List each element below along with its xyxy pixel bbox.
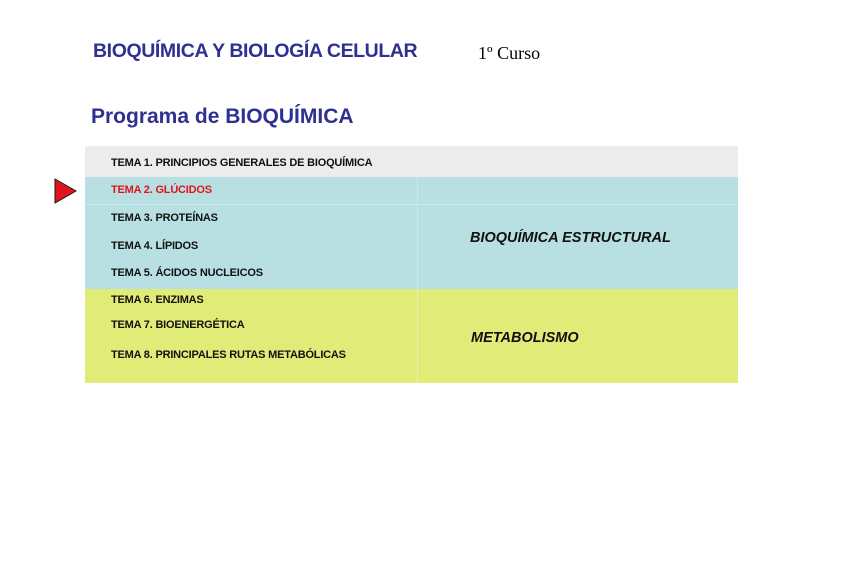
- topic-8[interactable]: TEMA 8. PRINCIPALES RUTAS METABÓLICAS: [111, 349, 346, 361]
- course-year: 1º Curso: [478, 43, 541, 63]
- play-arrow-icon: [54, 178, 78, 204]
- section-label-metabolism: METABOLISMO: [471, 330, 579, 346]
- program-heading: Programa de BIOQUÍMICA: [91, 105, 354, 128]
- section-label-structural: BIOQUÍMICA ESTRUCTURAL: [470, 230, 671, 246]
- divider: [85, 204, 738, 205]
- topic-5[interactable]: TEMA 5. ÁCIDOS NUCLEICOS: [111, 267, 263, 279]
- topic-7[interactable]: TEMA 7. BIOENERGÉTICA: [111, 319, 245, 331]
- topic-6[interactable]: TEMA 6. ENZIMAS: [111, 294, 204, 306]
- topic-1[interactable]: TEMA 1. PRINCIPIOS GENERALES DE BIOQUÍMICA: [111, 157, 373, 169]
- divider: [417, 289, 418, 383]
- divider: [417, 177, 418, 289]
- topic-2[interactable]: TEMA 2. GLÚCIDOS: [111, 184, 212, 196]
- topic-4[interactable]: TEMA 4. LÍPIDOS: [111, 240, 199, 252]
- topic-3[interactable]: TEMA 3. PROTEÍNAS: [111, 212, 218, 224]
- course-title: BIOQUÍMICA Y BIOLOGÍA CELULAR: [93, 40, 418, 62]
